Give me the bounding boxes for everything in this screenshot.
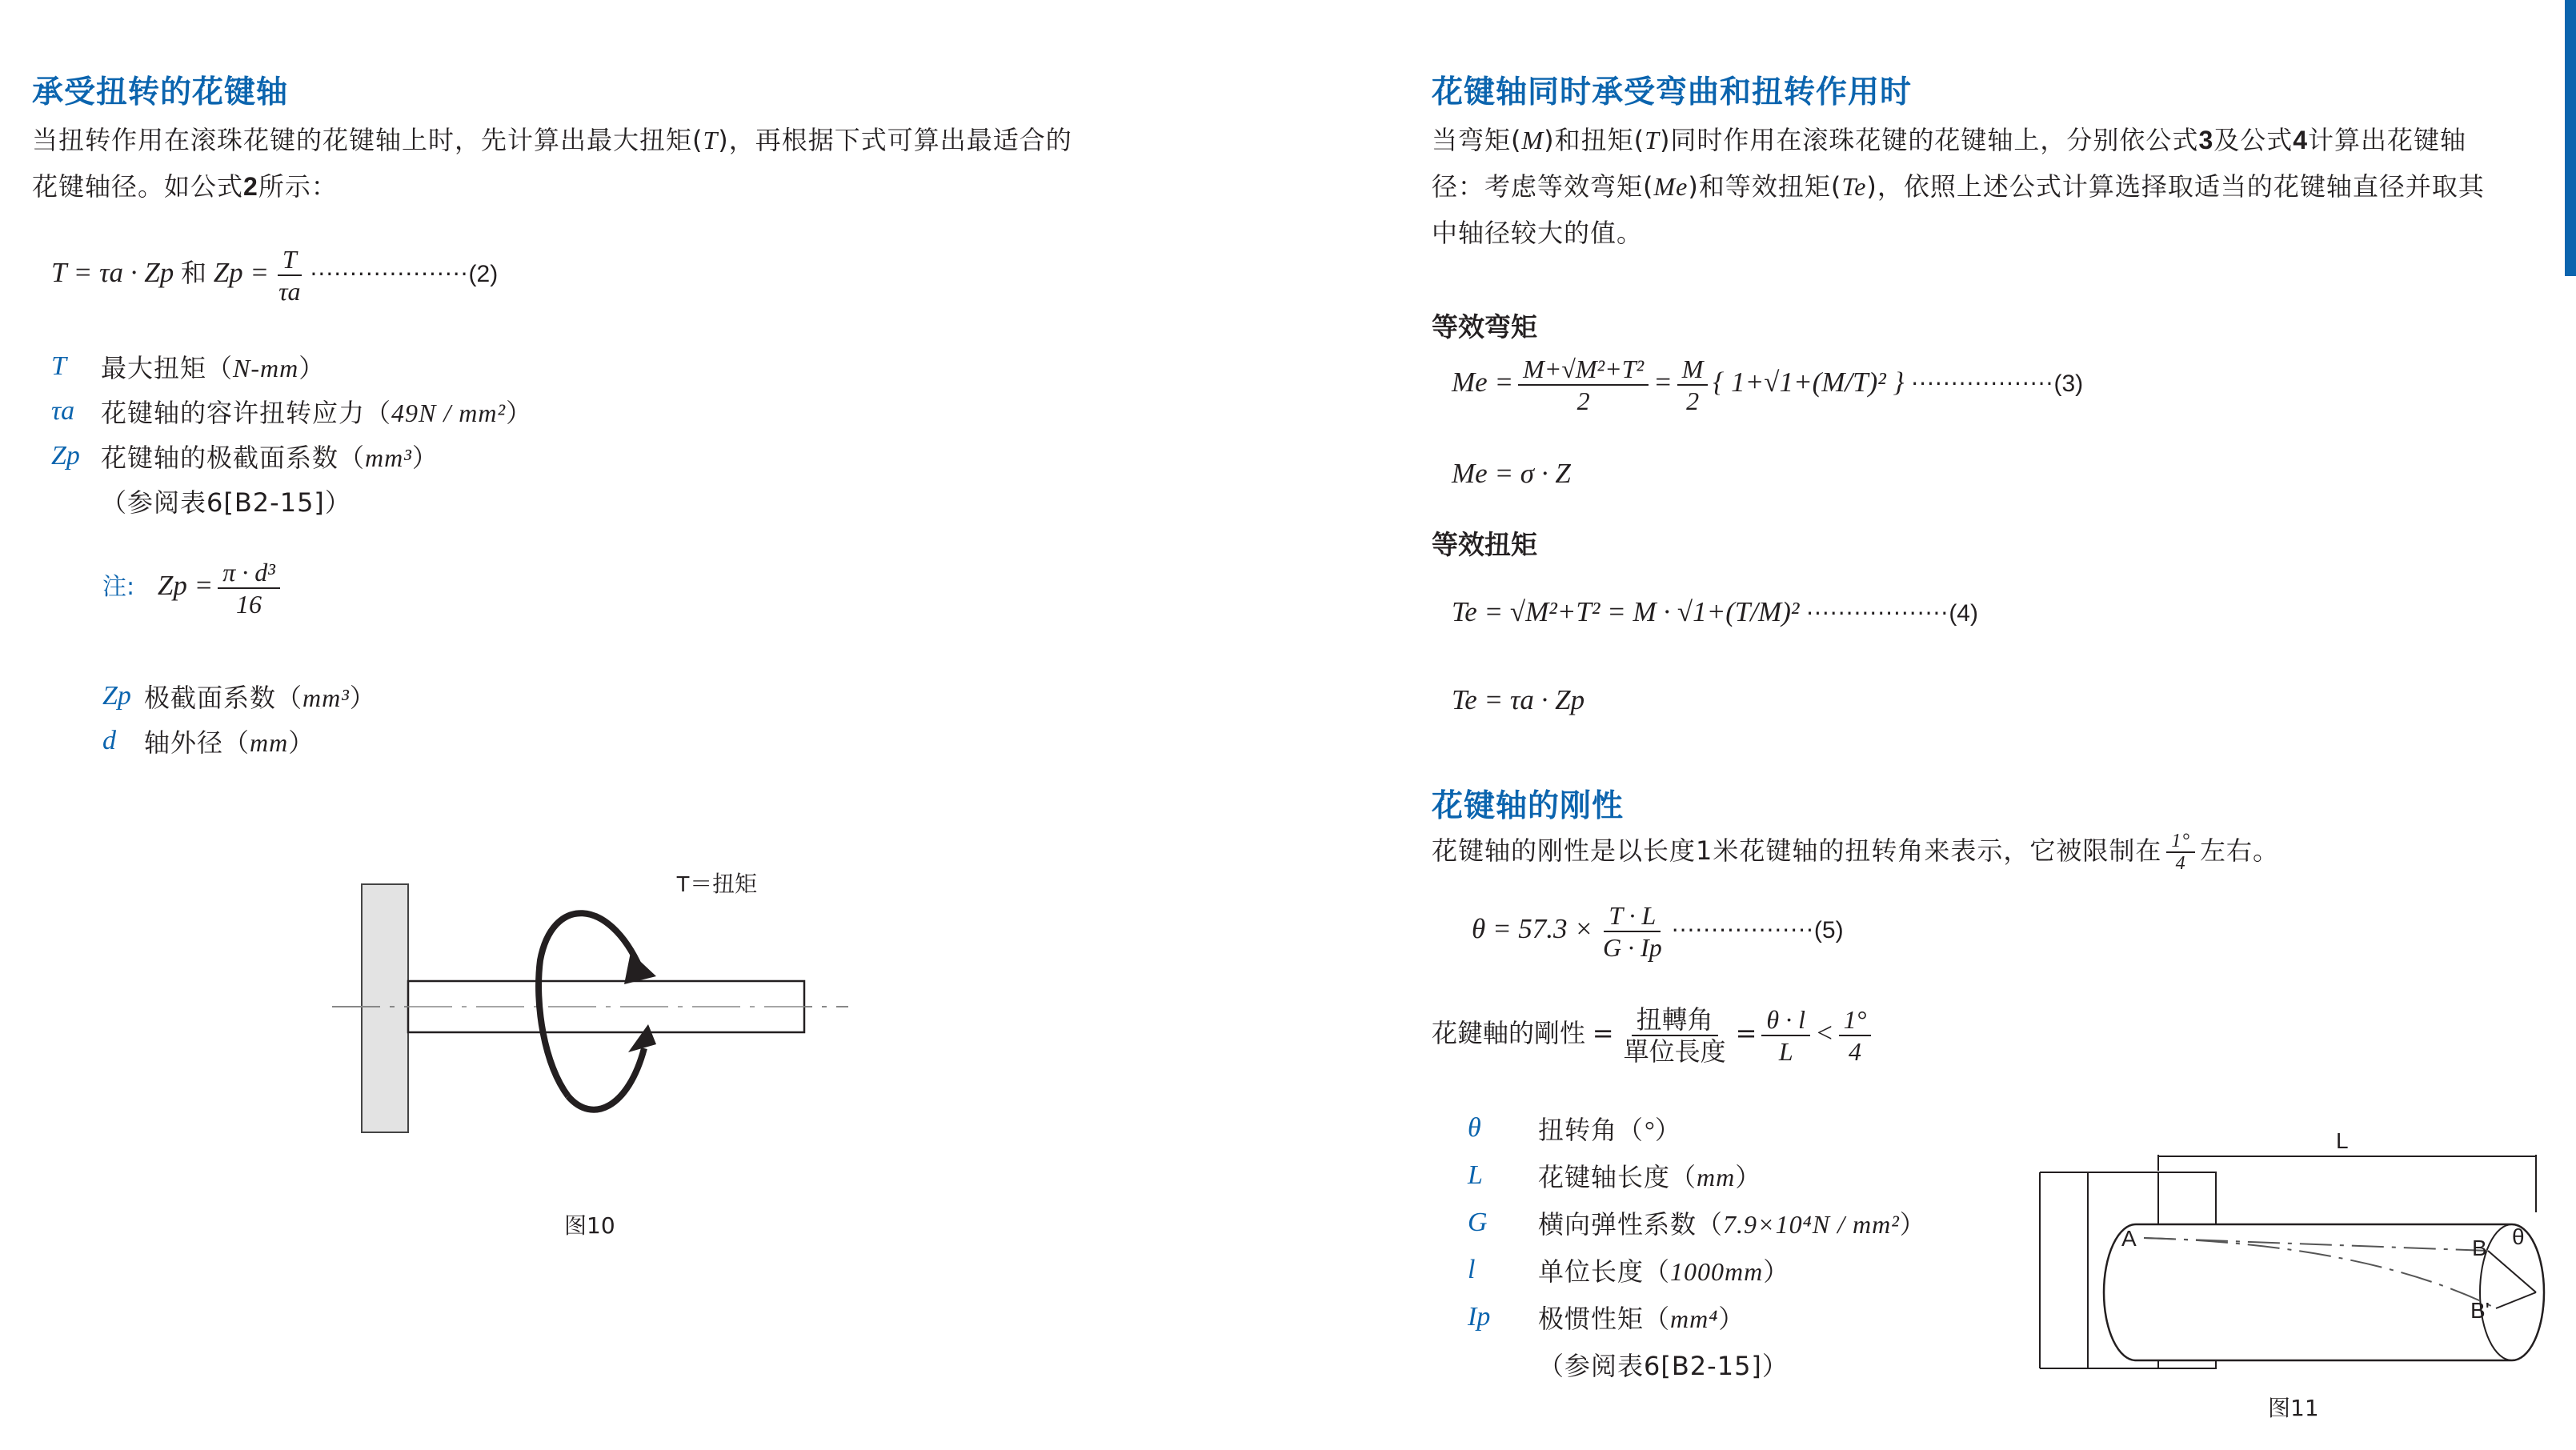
formula-4b: Te = τa · Zp [1452, 684, 1585, 715]
symbol-row: d 轴外径（mm） [102, 726, 315, 758]
label-B-prime: B' [2470, 1298, 2490, 1323]
symbol-row: Ip 极惯性矩（mm⁴） [1468, 1301, 1745, 1334]
fraction: $\frac{\text{π · d³}}{16}$ [218, 557, 280, 619]
intro-paragraph: 当扭转作用在滚珠花键的花键轴上时，先计算出最大扭矩(T)，再根据下式可算出最适合的 花键轴径。如公式2所示： [32, 125, 1072, 202]
subheading-equivalent-torque: 等效扭矩 [1432, 529, 1537, 560]
figure-11-rigidity-diagram [2032, 1124, 2560, 1396]
right-page [1288, 0, 2576, 1450]
wall-support [362, 884, 408, 1132]
label-A: A [2121, 1226, 2137, 1251]
formula-3b: Me = σ · Z [1452, 458, 1571, 489]
note-formula: 注: Zp = $\frac{\text{π · d³}}{16}$ [102, 557, 285, 619]
reference-note: （参阅表6[B2-15]） [101, 487, 351, 518]
rigidity-paragraph: 花键轴的刚性是以长度1米花键轴的扭转角来表示，它被限制在 $\frac{1^\circ}{4}$ 左右。 [1432, 831, 2279, 874]
heading-rigidity: 花键轴的刚性 [1432, 788, 1625, 824]
intro-paragraph-right: 当弯矩(M)和扭矩(T)同时作用在滚珠花键的花键轴上，分别依公式3及公式4计算出花键轴 径：考虑等效弯矩(Me)和等效扭矩(Te)，依照上述公式计算选择取适当的花键轴直径并取其 中轴径较大的值。 [1432, 125, 2485, 248]
formula-2: T = τa · Zp 和 Zp = $\frac{T}{\tau a}$ ····················(2) [51, 245, 499, 306]
symbol-row: T 最大扭矩（N-mm） [51, 351, 326, 383]
formula-3: Me = $\frac{\text{M+√M²+T²}}{2}$ = $\frac{M}{2}$ { 1+√1+(M/T)² } ··················(3) [1452, 354, 2084, 415]
symbol-row: L 花键轴长度（mm） [1468, 1160, 1762, 1192]
torque-arrow-lower [568, 1048, 644, 1110]
symbol-row: G 横向弹性系数（7.9×10⁴N / mm²） [1468, 1207, 1926, 1240]
heading-bending-torsion: 花键轴同时承受弯曲和扭转作用时 [1432, 74, 1913, 110]
fraction: $\frac{T}{\tau a}$ [278, 245, 301, 306]
figure-10-torsion-diagram [320, 864, 864, 1136]
subheading-equivalent-moment: 等效弯矩 [1432, 311, 1537, 342]
heading-torsion: 承受扭转的花键轴 [32, 74, 289, 110]
label-L: L [2336, 1128, 2349, 1153]
rigidity-equation: 花鍵軸的剛性 = $\frac{\text{扭轉角}}{\text{單位長度}}$ = $\frac{\theta \cdot l}{L}$ < $\frac{1^\circ}{4}$ [1432, 1004, 1876, 1067]
symbol-list-rigidity [1468, 1104, 1926, 1388]
figure-10-caption: 图10 [564, 1212, 615, 1239]
label-B: B [2472, 1236, 2487, 1260]
symbol-row: Zp 花键轴的极截面系数（mm³） [51, 441, 439, 473]
symbol-list-note [102, 674, 376, 763]
torque-label: T＝扭矩 [676, 871, 758, 896]
arrowhead-upper [624, 952, 656, 984]
symbol-list-torsion [51, 344, 532, 523]
label-theta: θ [2512, 1224, 2525, 1249]
reference-note: （参阅表6[B2-15]） [1538, 1350, 1789, 1381]
page-accent-bar [2565, 0, 2576, 276]
symbol-row: τa 花键轴的容许扭转应力（49N / mm²） [51, 396, 533, 428]
formula-4: Te = √M²+T² = M · √1+(T/M)² ··················(4) [1452, 596, 1978, 627]
symbol-row: Zp 极截面系数（mm³） [102, 681, 376, 713]
symbol-row: θ 扭转角（°） [1468, 1112, 1681, 1145]
symbol-row: l 单位长度（1000mm） [1468, 1254, 1790, 1287]
figure-11-caption: 图11 [2268, 1395, 2319, 1421]
formula-5: θ = 57.3 × $\frac{T \cdot L}{G \cdot Ip}$ ··················(5) [1472, 901, 1844, 962]
